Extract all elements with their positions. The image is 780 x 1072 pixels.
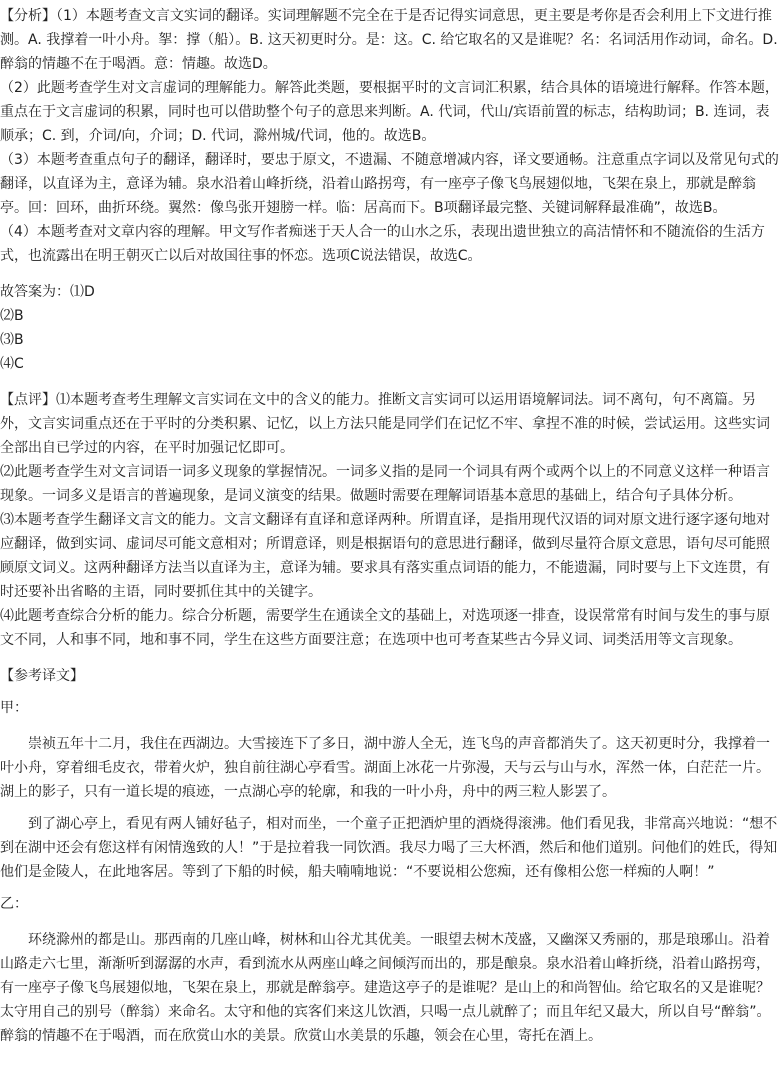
analysis-paragraph: （2）此题考查学生对文言虚词的理解能力。解答此类题，要根据平时的文言词汇积累，结合具体的语境进行解释。作答本题，重点在于文言虚词的积累，同时也可以借助整个句子的意思来判断。A. 代词，代山/宾语前置的标志，结构助词；B. 连词，表顺承；C. 到，介词/向，介词；D. 代词，滁州城/代词，他的。故选B。 [0, 80, 779, 144]
analysis-paragraph: （4）本题考查对文章内容的理解。甲文写作者痴迷于天人合一的山水之乐，表现出遗世独立的高洁情怀和不随流俗的生活方式，也流露出在明王朝灭亡以后对故国往事的怀恋。选项C说法错误，故选C。 [0, 224, 765, 264]
analysis-paragraph: 【分析】（1）本题考查文言文实词的翻译。实词理解题不完全在于是否记得实词意思，更主要是考你是否会利用上下文进行推测。A. 我撑着一叶小舟。挐：撑（船）。B. 这天初更时分。是：这。C. 给它取名的又是谁呢？名：名词活用作动词，命名。D. 醉翁的情趣不在于喝酒。意：情趣。故选D。 [0, 8, 778, 72]
comment-paragraph: ⑵此题考查学生对文言词语一词多义现象的掌握情况。一词多义指的是同一个词具有两个或两个以上的不同意义这样一种语言现象。一词多义是语言的普遍现象，是词义演变的结果。做题时需要在理解词语基本意思的基础上，结合句子具体分析。 [0, 464, 770, 504]
jia-paragraph: 崇祯五年十二月，我住在西湖边。大雪接连下了多日，湖中游人全无，连飞鸟的声音都消失了。这天初更时分，我撑着一叶小舟，穿着细毛皮衣，带着火炉，独自前往湖心亭看雪。湖面上冰花一片弥漫，天与云与山与水，浑然一体，白茫茫一片。湖上的影子，只有一道长堤的痕迹，一点湖心亭的轮廓，和我的一叶小舟，舟中的两三粒人影罢了。 [0, 736, 770, 800]
answer-line: ⑵B [0, 308, 24, 324]
analysis-paragraph: （3）本题考查重点句子的翻译，翻译时，要忠于原文，不遗漏、不随意增减内容，译文要通畅。注意重点字词以及常见句式的翻译，以直译为主，意译为辅。泉水沿着山峰折绕，沿着山路拐弯，有一座亭子像飞鸟展翅似地，飞架在泉上，那就是醉翁亭。回：回环，曲折环绕。翼然：像鸟张开翅膀一样。临：居高而下。B项翻译最完整、关键词解释最准确”，故选B。 [0, 152, 779, 216]
comment-paragraph: 【点评】⑴本题考查考生理解文言实词在文中的含义的能力。推断文言实词可以运用语境解词法。词不离句，句不离篇。另外，文言实词重点还在于平时的分类积累、记忆，以上方法只能是同学们在记忆不牢、拿捏不准的时候，尝试运用。这些实词全部出自已学过的内容，在平时加强记忆即可。 [0, 392, 770, 456]
jia-paragraph: 到了湖心亭上，看见有两人铺好毡子，相对而坐，一个童子正把酒炉里的酒烧得滚沸。他们看见我，非常高兴地说：“想不到在湖中还会有您这样有闲情逸致的人！”于是拉着我一同饮酒。我尽力喝了三大杯酒，然后和他们道别。问他们的姓氏，得知他们是金陵人，在此地客居。等到了下船的时候，船夫喃喃地说：“不要说相公您痴，还有像相公您一样痴的人啊！” [0, 816, 778, 880]
comment-section [0, 388, 780, 652]
comment-paragraph: ⑶本题考查学生翻译文言文的能力。文言文翻译有直译和意译两种。所谓直译，是指用现代汉语的词对原文进行逐字逐句地对应翻译，做到实词、虚词尽可能文意相对；所谓意译，则是根据语句的意思进行翻译，做到尽量符合原文意思，语句尽可能照顾原文词义。这两种翻译方法当以直译为主，意译为辅。要求具有落实重点词语的能力，不能遗漏，同时要与上下文连贯，有时还要补出省略的主语，同时要抓住其中的关键字。 [0, 512, 770, 600]
yi-label: 乙： [0, 896, 28, 912]
answer-line: ⑶B [0, 332, 24, 348]
comment-paragraph: ⑷此题考查综合分析的能力。综合分析题，需要学生在通读全文的基础上，对选项逐一排查，设误常常有时间与发生的事与原文不同，人和事不同，地和事不同，学生在这些方面要注意；在选项中也可考查某些古今异义词、词类活用等文言现象。 [0, 608, 770, 648]
translation-section [0, 664, 780, 1048]
jia-label: 甲： [0, 700, 28, 716]
analysis-section [0, 4, 780, 268]
yi-paragraph: 环绕滁州的都是山。那西南的几座山峰，树林和山谷尤其优美。一眼望去树木茂盛，又幽深又秀丽的，那是琅琊山。沿着山路走六七里，渐渐听到潺潺的水声，看到流水从两座山峰之间倾泻而出的，那是酿泉。泉水沿着山峰折绕，沿着山路拐弯，有一座亭子像飞鸟展翅似地，飞架在泉上，那就是醉翁亭。建造这亭子的是谁呢？是山上的和尚智仙。给它取名的又是谁呢？太守用自己的别号（醉翁）来命名。太守和他的宾客们来这儿饮酒，只喝一点儿就醉了；而且年纪又最大，所以自号“醉翁”。醉翁的情趣不在于喝酒，而在欣赏山水的美景。欣赏山水美景的乐趣，领会在心里，寄托在酒上。 [0, 932, 771, 1044]
translation-heading: 【参考译文】 [0, 668, 84, 684]
answer-section [0, 280, 780, 376]
answer-line: ⑷C [0, 356, 24, 372]
answer-line: 故答案为：⑴D [0, 284, 95, 300]
